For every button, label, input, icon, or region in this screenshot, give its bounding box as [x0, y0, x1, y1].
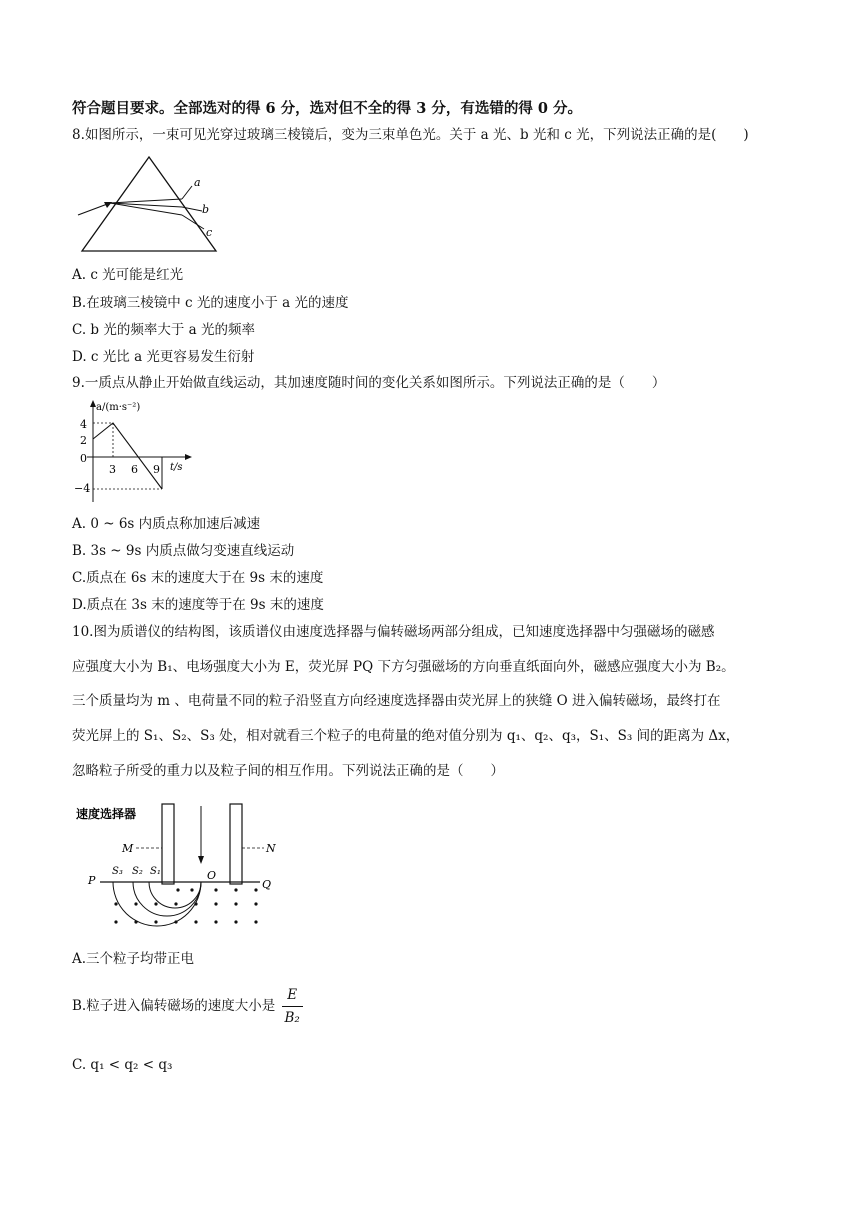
question-10-line-1: 10.图为质谱仪的结构图，该质谱仪由速度选择器与偏转磁场两部分组成，已知速度选择器中匀强磁场的磁感	[72, 624, 715, 640]
y-tick-2: 2	[80, 434, 87, 447]
q8-option-b: B.在玻璃三棱镜中 c 光的速度小于 a 光的速度	[72, 295, 349, 311]
q10-option-c: C. q₁ < q₂ < q₃	[72, 1057, 173, 1073]
q8-option-d: D. c 光比 a 光更容易发生衍射	[72, 349, 255, 365]
x-tick-6: 6	[131, 463, 138, 476]
q9-option-b: B. 3s ~ 9s 内质点做匀变速直线运动	[72, 543, 295, 559]
q10-option-b	[72, 984, 303, 1029]
q10-option-a: A.三个粒子均带正电	[72, 951, 195, 967]
mass-spectrometer-figure	[74, 796, 284, 936]
y-tick-4: 4	[80, 418, 87, 431]
x-tick-3: 3	[109, 463, 116, 476]
ray-b-label: b	[202, 203, 210, 216]
question-9-stem: 9.一质点从静止开始做直线运动，其加速度随时间的变化关系如图所示。下列说法正确的是（ ）	[72, 375, 666, 391]
fraction-denominator: B₂	[284, 1010, 300, 1026]
y-axis-label: a/(m·s⁻²)	[96, 402, 141, 413]
plate-n-label: N	[266, 842, 276, 855]
q8-option-c: C. b 光的频率大于 a 光的频率	[72, 322, 255, 338]
s3-label: S₃	[112, 866, 123, 877]
screen-q-label: Q	[262, 878, 272, 891]
plate-m-label: M	[122, 842, 134, 855]
s1-label: S₁	[150, 866, 161, 877]
s2-label: S₂	[132, 866, 143, 877]
question-8-stem: 8.如图所示，一束可见光穿过玻璃三棱镜后，变为三束单色光。关于 a 光、b 光和 c 光，下列说法正确的是( )	[72, 127, 749, 143]
prism-figure	[74, 155, 224, 255]
q8-option-a: A. c 光可能是红光	[72, 267, 184, 283]
q10-option-b-text: B.粒子进入偏转磁场的速度大小是	[72, 998, 276, 1014]
q9-option-d: D.质点在 3s 末的速度等于在 9s 末的速度	[72, 597, 324, 613]
ray-c-label: c	[206, 226, 213, 239]
fraction-numerator: E	[282, 984, 303, 1007]
screen-p-label: P	[88, 874, 96, 887]
y-tick-0: 0	[80, 452, 87, 465]
velocity-selector-label: 速度选择器	[76, 807, 137, 821]
slit-o-label: O	[207, 869, 217, 882]
ray-a-label: a	[194, 176, 201, 189]
question-10-line-2: 应强度大小为 B₁、电场强度大小为 E，荧光屏 PQ 下方匀强磁场的方向垂直纸面向外，磁感应强度大小为 B₂。	[72, 659, 735, 675]
x-tick-9: 9	[153, 463, 160, 476]
question-10-line-5: 忽略粒子所受的重力以及粒子间的相互作用。下列说法正确的是（ ）	[72, 763, 504, 779]
q9-option-a: A. 0 ~ 6s 内质点称加速后减速	[72, 516, 261, 532]
q9-option-c: C.质点在 6s 末的速度大于在 9s 末的速度	[72, 570, 324, 586]
x-axis-label: t/s	[170, 462, 183, 473]
question-10-line-3: 三个质量均为 m 、电荷量不同的粒子沿竖直方向经速度选择器由荧光屏上的狭缝 O 进入偏转磁场，最终打在	[72, 693, 721, 709]
section-instruction: 符合题目要求。全部选对的得 6 分，选对但不全的得 3 分，有选错的得 0 分。	[72, 100, 583, 117]
velocity-fraction	[282, 984, 303, 1029]
acceleration-time-graph	[72, 396, 202, 506]
question-10-line-4: 荧光屏上的 S₁、S₂、S₃ 处，相对就看三个粒子的电荷量的绝对值分别为 q₁、q₂、q₃，S₁、S₃ 间的距离为 Δx，	[72, 728, 740, 744]
y-tick-neg4: −4	[74, 482, 91, 495]
